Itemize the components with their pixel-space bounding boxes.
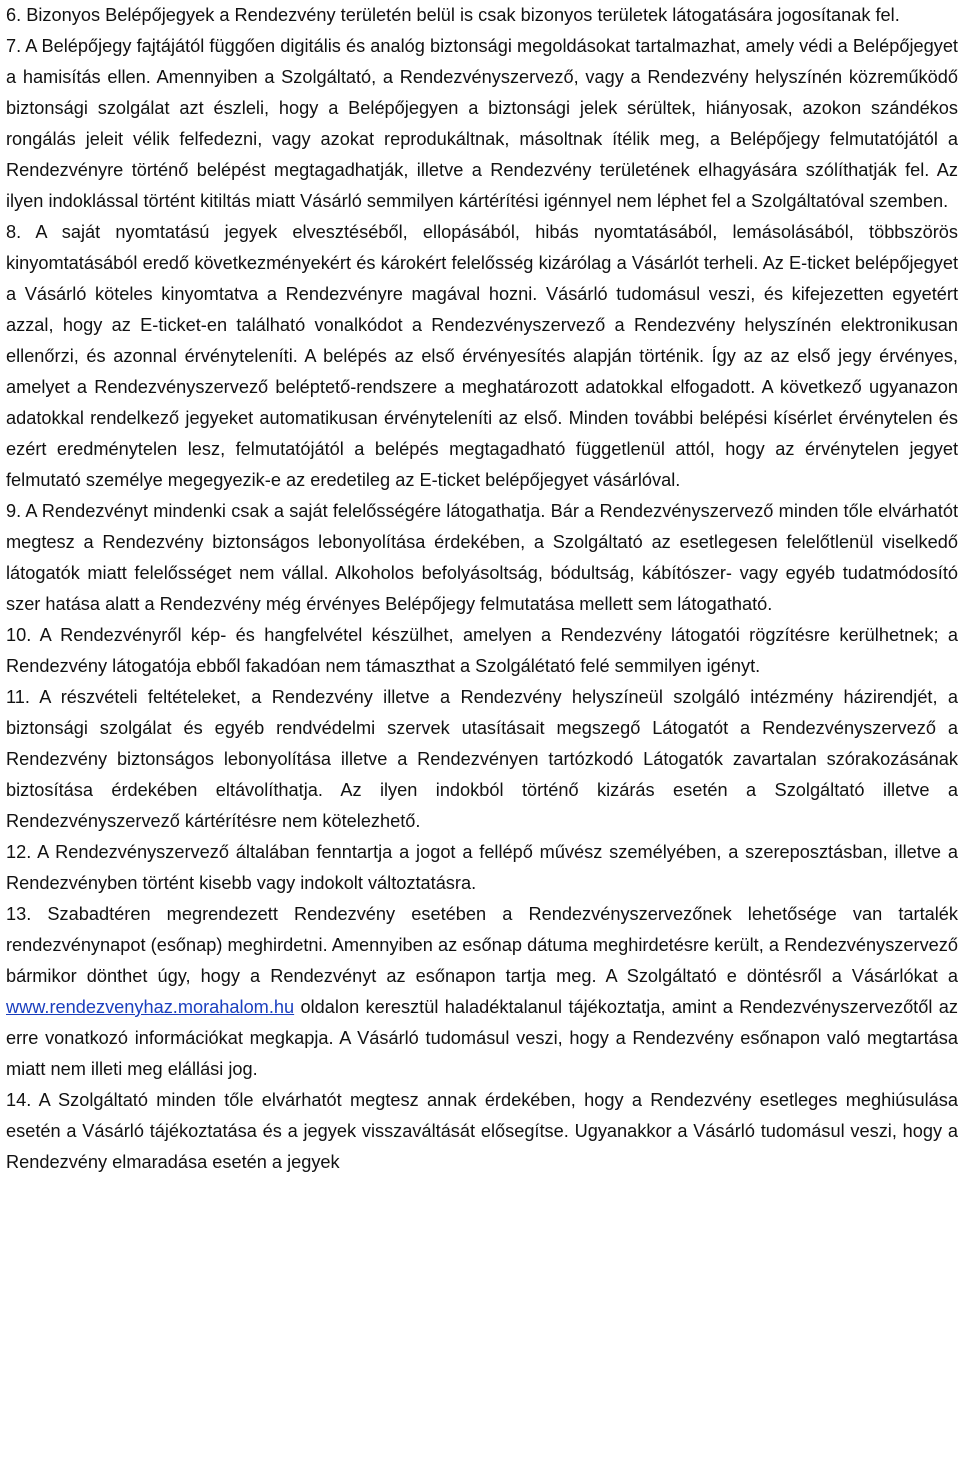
paragraph-12: [6, 837, 958, 899]
paragraph-10: [6, 620, 958, 682]
paragraph-number: 9.: [6, 501, 22, 521]
paragraph-text: Szabadtéren megrendezett Rendezvény esetében a Rendezvényszervezőnek lehetősége van tartalék rendezvénynapot (esőnap) meghirdetni. Amennyiben az esőnap dátuma meghirdetésre került, a Rendezvényszervező bármikor dönthet úgy, hogy a Rendezvényt az esőnapon tartja meg. A Szolgáltató e döntésről a Vásárlókat a: [6, 904, 958, 986]
paragraph-number: 8.: [6, 222, 22, 242]
paragraph-text: A Rendezvényről kép- és hangfelvétel készülhet, amelyen a Rendezvény látogatói rögzítésre kerülhetnek; a Rendezvény látogatója ebből fakadóan nem támaszthat a Szolgálétató felé semmilyen igényt.: [6, 625, 958, 676]
paragraph-text: A Rendezvényt mindenki csak a saját felelősségére látogathatja. Bár a Rendezvényszervező minden tőle elvárhatót megtesz a Rendezvény biztonságos lebonyolítása érdekében, a Szolgáltató az esetlegesen felelőtlenül viselkedő látogatók miatt felelősséget nem vállal. Alkoholos befolyásoltság, bódultság, kábítószer- vagy egyéb tudatmódosító szer hatása alatt a Rendezvény még érvényes Belépőjegy felmutatása mellett sem látogatható.: [6, 501, 958, 614]
paragraph-6: [6, 0, 958, 31]
paragraph-number: 11.: [6, 687, 30, 707]
paragraph-text: A Belépőjegy fajtájától függően digitális és analóg biztonsági megoldásokat tartalmazhat, amely védi a Belépőjegyet a hamisítás ellen. Amennyiben a Szolgáltató, a Rendezvényszervező, vagy a Rendezvény helyszínén közreműködő biztonsági szolgálat azt észleli, hogy a Belépőjegyen a biztonsági jelek sérültek, hiányosak, azokon szándékos rongálás jeleit vélik felfedezni, vagy azokat reprodukáltnak, másoltnak ítélik meg, a Belépőjegy felmutatójától a Rendezvényre történő belépést megtagadhatják, illetve a Rendezvény területének elhagyására szólíthatják fel. Az ilyen indoklással történt kitiltás miatt Vásárló semmilyen kártérítési igénnyel nem léphet fel a Szolgáltatóval szemben.: [6, 36, 958, 211]
paragraph-text: oldalon keresztül haladéktalanul tájékoztatja, amint a Rendezvényszervezőtől az erre vonatkozó információkat megkapja. A Vásárló tudomásul veszi, hogy a Rendezvény esőnapon való megtartása miatt nem illeti meg elállási jog.: [6, 997, 958, 1079]
paragraph-number: 14.: [6, 1090, 32, 1110]
terms-document: [6, 0, 958, 1178]
paragraph-text: A Rendezvényszervező általában fenntartja a jogot a fellépő művész személyében, a szereposztásban, illetve a Rendezvényben történt kisebb vagy indokolt változtatásra.: [6, 842, 958, 893]
paragraph-number: 13.: [6, 904, 32, 924]
paragraph-13: [6, 899, 958, 1085]
paragraph-14: [6, 1085, 958, 1178]
paragraph-number: 10.: [6, 625, 32, 645]
paragraph-11: [6, 682, 958, 837]
paragraph-text: Bizonyos Belépőjegyek a Rendezvény területén belül is csak bizonyos területek látogatására jogosítanak fel.: [26, 5, 900, 25]
website-link[interactable]: www.rendezvenyhaz.morahalom.hu: [6, 997, 295, 1017]
paragraph-8: [6, 217, 958, 496]
paragraph-number: 6.: [6, 5, 22, 25]
paragraph-text: A saját nyomtatású jegyek elvesztéséből, ellopásából, hibás nyomtatásából, lemásolásából, többszörös kinyomtatásából eredő következményekért és károkért felelősség kizárólag a Vásárlót terheli. Az E-ticket belépőjegyet a Vásárló köteles kinyomtatva a Rendezvényre magával hozni. Vásárló tudomásul veszi, és kifejezetten egyetért azzal, hogy az E-ticket-en található vonalkódot a Rendezvényszervező a Rendezvény helyszínén elektronikusan ellenőrzi, és azonnal érvényteleníti. A belépés az első érvényesítés alapján történik. Így az az első jegy érvényes, amelyet a Rendezvényszervező beléptető-rendszere a meghatározott adatokkal elfogadott. A következő ugyanazon adatokkal rendelkező jegyeket automatikusan érvényteleníti az első. Minden további belépési kísérlet érvénytelen és ezért eredménytelen lesz, felmutatójától a belépés megtagadható függetlenül attól, hogy az érvénytelen jegyet felmutató személye megegyezik-e az eredetileg az E-ticket belépőjegyet vásárlóval.: [6, 222, 958, 490]
paragraph-9: [6, 496, 958, 620]
paragraph-number: 7.: [6, 36, 22, 56]
paragraph-number: 12.: [6, 842, 32, 862]
paragraph-7: [6, 31, 958, 217]
paragraph-text: A részvételi feltételeket, a Rendezvény illetve a Rendezvény helyszíneül szolgáló intézmény házirendjét, a biztonsági szolgálat és egyéb rendvédelmi szervek utasításait megszegő Látogatót a Rendezvényszervező a Rendezvény biztonságos lebonyolítása illetve a Rendezvényen tartózkodó Látogatók zavartalan szórakozásának biztosítása érdekében eltávolíthatja. Az ilyen indokból történő kizárás esetén a Szolgáltató illetve a Rendezvényszervező kártérítésre nem kötelezhető.: [6, 687, 958, 831]
paragraph-text: A Szolgáltató minden tőle elvárhatót megtesz annak érdekében, hogy a Rendezvény esetleges meghiúsulása esetén a Vásárló tájékoztatása és a jegyek visszaváltását elősegítse. Ugyanakkor a Vásárló tudomásul veszi, hogy a Rendezvény elmaradása esetén a jegyek: [6, 1090, 958, 1172]
